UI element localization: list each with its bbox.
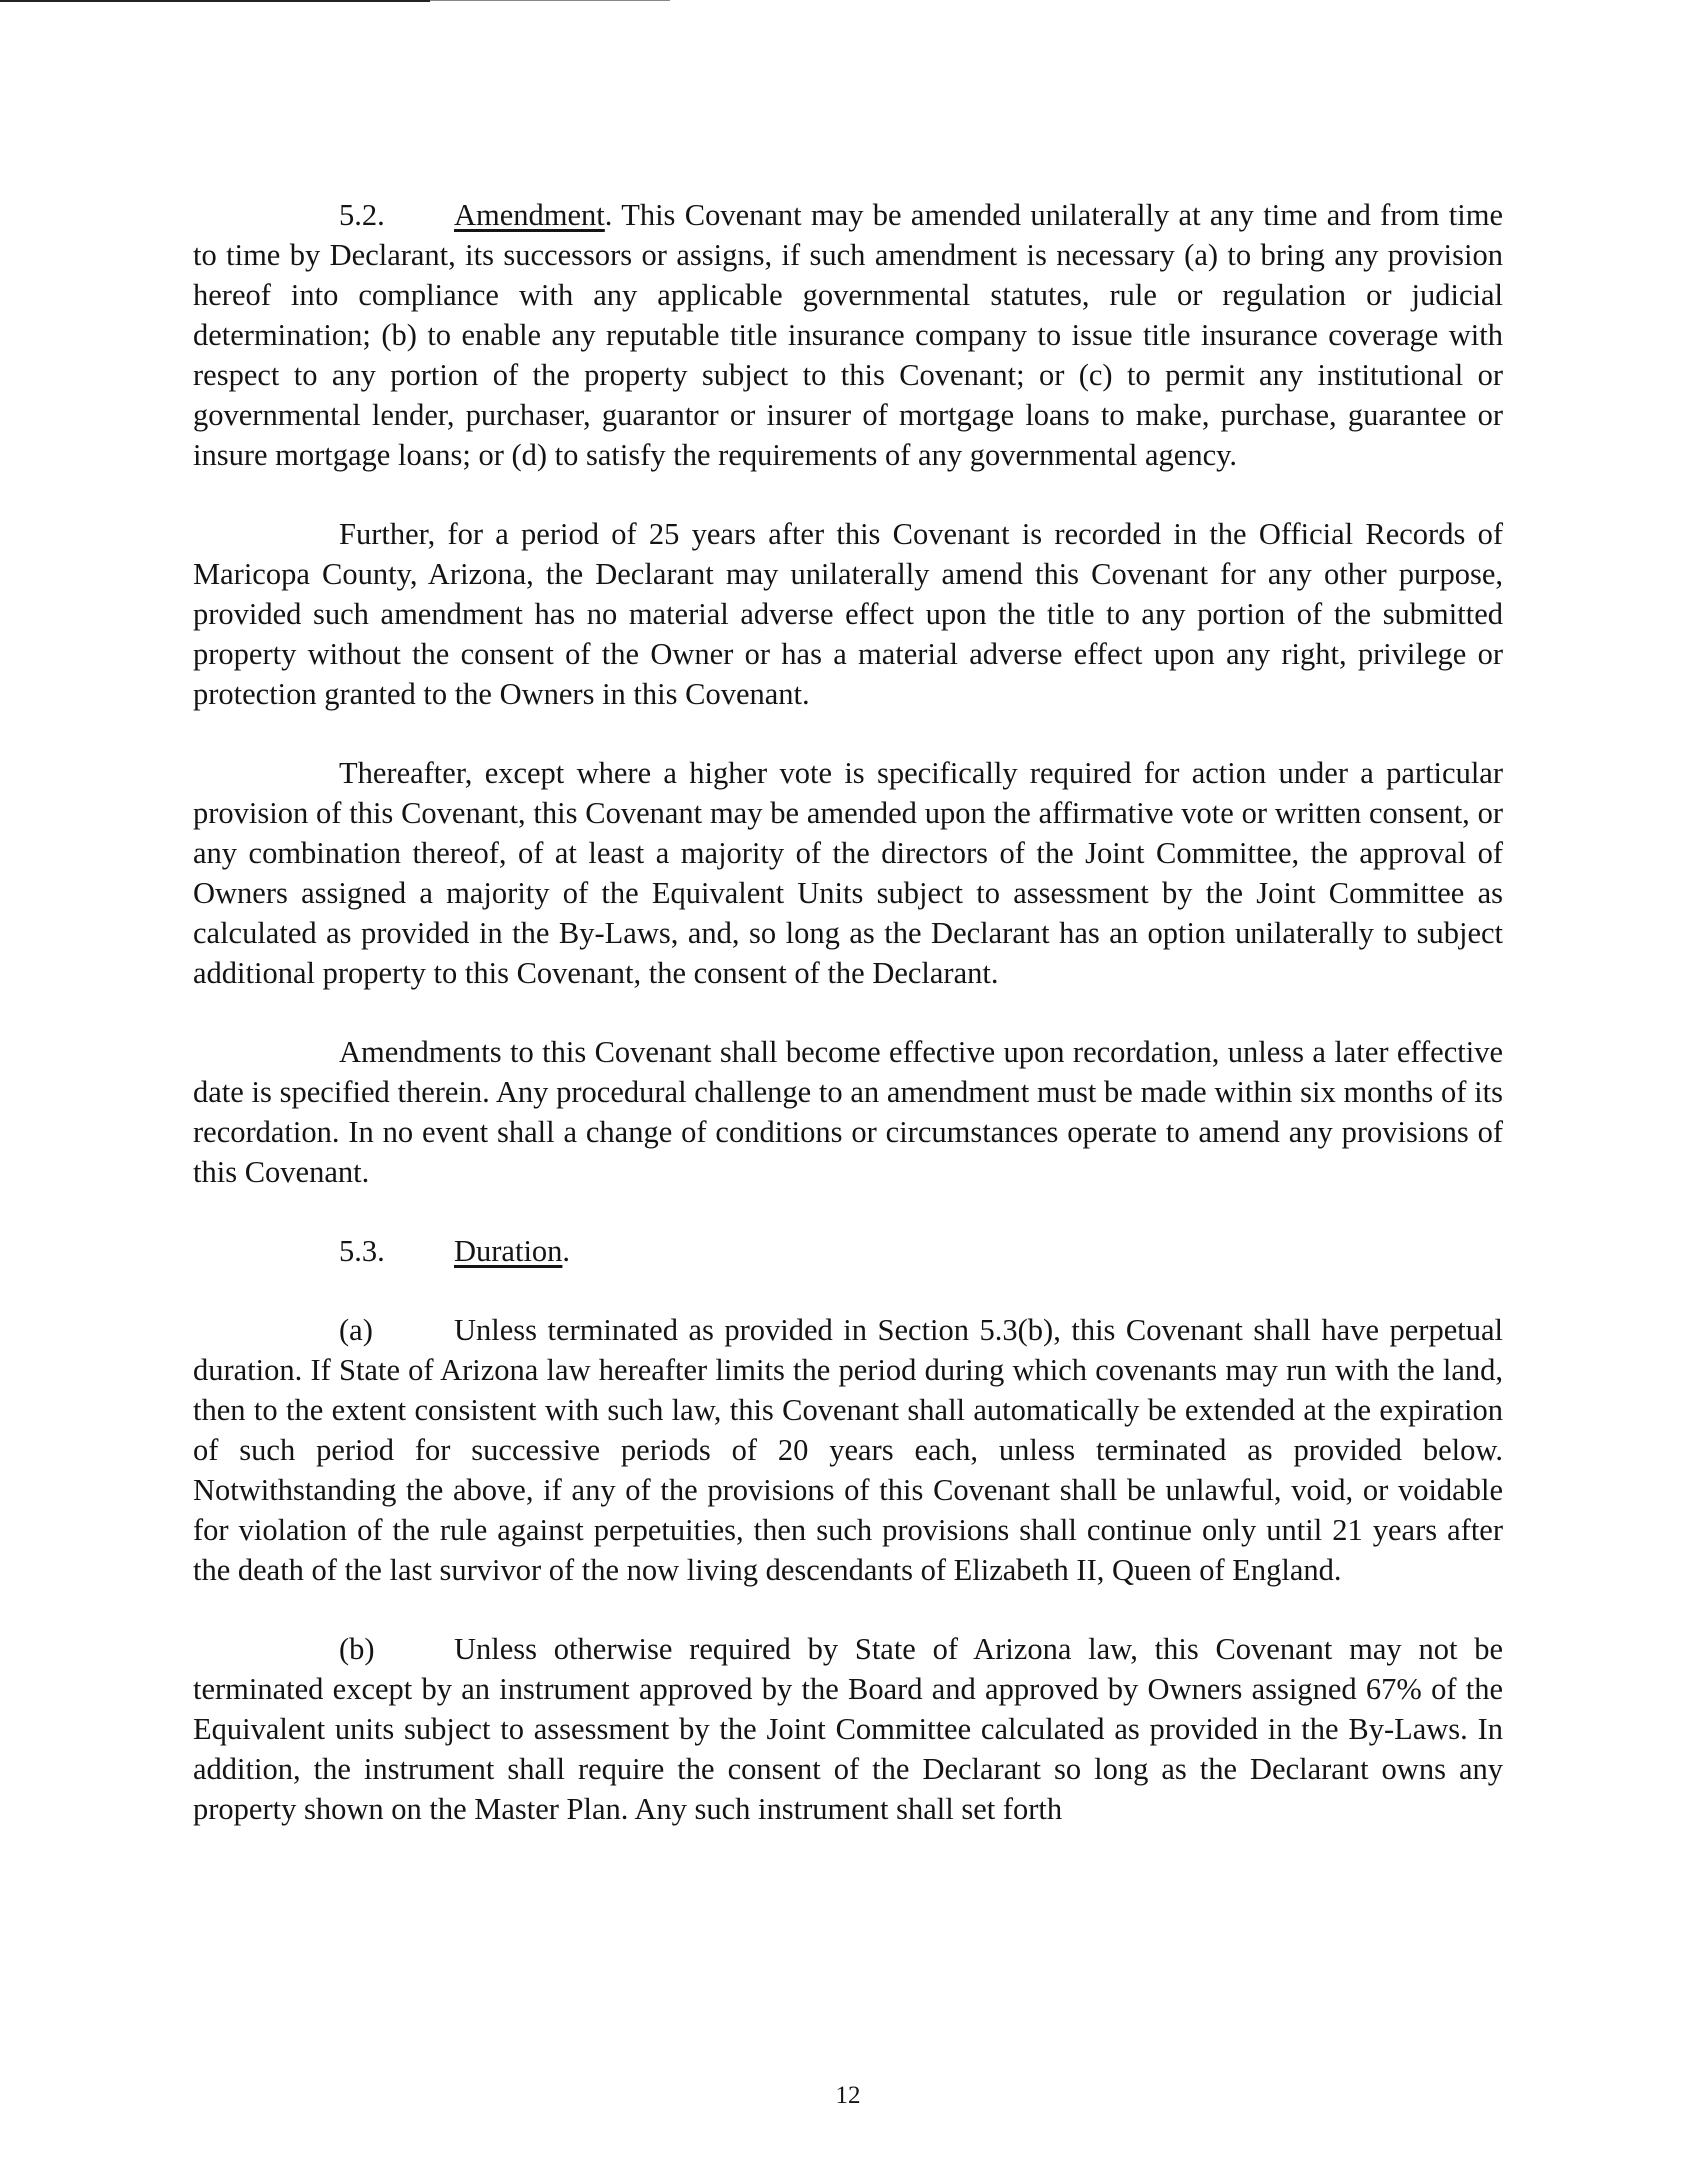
section-5-2-heading: Amendment bbox=[454, 198, 605, 232]
section-5-2-text: This Covenant may be amended unilaterally at any time and from time to time by Declarant, its successors or assigns, if such amendment is necessary (a) to bring any provision hereof into compliance with any applicable governmental statutes, rule or regulation or judicial determination; (b) to enable any reputable title insurance company to issue title insurance coverage with respect to any portion of the property subject to this Covenant; or (c) to permit any institutional or governmental lender, purchaser, guarantor or insurer of mortgage loans to make, purchase, guarantee or insure mortgage loans; or (d) to satisfy the requirements of any governmental agency. bbox=[193, 198, 1503, 472]
section-5-2-heading-punct: . bbox=[604, 198, 613, 232]
section-5-3-heading-punct: . bbox=[562, 1234, 571, 1268]
section-5-3-heading: Duration bbox=[454, 1234, 563, 1268]
subsection-b-label: (b) bbox=[339, 1632, 375, 1666]
subsection-a-text: Unless terminated as provided in Section 5.3(b), this Covenant shall have perpetual duration. If State of Arizona law hereafter limits the period during which covenants may run with the land, then to the extent consistent with such law, this Covenant shall automatically be extended at the expiration of such period for successive periods of 20 years each, unless terminated as provided below. Notwithstanding the above, if any of the provisions of this Covenant shall be unlawful, void, or voidable for violation of the rule against perpetuities, then such provisions shall continue only until 21 years after the death of the last survivor of the now living descendants of Elizabeth II, Queen of England. bbox=[193, 1313, 1503, 1587]
subsection-b-text: Unless otherwise required by State of Arizona law, this Covenant may not be terminated except by an instrument approved by the Board and approved by Owners assigned 67% of the Equivalent units subject to assessment by the Joint Committee calculated as provided in the By-Laws. In addition, the instrument shall require the consent of the Declarant so long as the Declarant owns any property shown on the Master Plan. Any such instrument shall set forth bbox=[193, 1632, 1503, 1826]
amendments-effective-paragraph: Amendments to this Covenant shall become effective upon recordation, unless a later effective date is specified therein. Any procedural challenge to an amendment must be made within six months of its recordation. In no event shall a change of conditions or circumstances operate to amend any provisions of this Covenant. bbox=[193, 1035, 1503, 1189]
section-5-2-paragraph bbox=[193, 195, 1503, 475]
subsection-a-label: (a) bbox=[339, 1313, 373, 1347]
further-paragraph: Further, for a period of 25 years after this Covenant is recorded in the Official Records of Maricopa County, Arizona, the Declarant may unilaterally amend this Covenant for any other purpose, provided such amendment has no material adverse effect upon the title to any portion of the submitted property without the consent of the Owner or has a material adverse effect upon any right, privilege or protection granted to the Owners in this Covenant. bbox=[193, 517, 1503, 711]
subsection-a-paragraph bbox=[193, 1310, 1503, 1590]
section-5-2-number: 5.2. bbox=[339, 198, 385, 232]
scan-edge-line bbox=[0, 0, 430, 2]
scan-edge-line-faint bbox=[430, 0, 670, 1]
page-number: 12 bbox=[835, 2082, 861, 2109]
subsection-b-paragraph bbox=[193, 1629, 1503, 1829]
document-page bbox=[193, 195, 1503, 1829]
thereafter-paragraph: Thereafter, except where a higher vote is specifically required for action under a particular provision of this Covenant, this Covenant may be amended upon the affirmative vote or written consent, or any combination thereof, of at least a majority of the directors of the Joint Committee, the approval of Owners assigned a majority of the Equivalent Units subject to assessment by the Joint Committee as calculated as provided in the By-Laws, and, so long as the Declarant has an option unilaterally to subject additional property to this Covenant, the consent of the Declarant. bbox=[193, 756, 1503, 990]
section-5-3-number: 5.3. bbox=[339, 1234, 385, 1268]
section-5-3-heading-line bbox=[193, 1231, 1503, 1271]
